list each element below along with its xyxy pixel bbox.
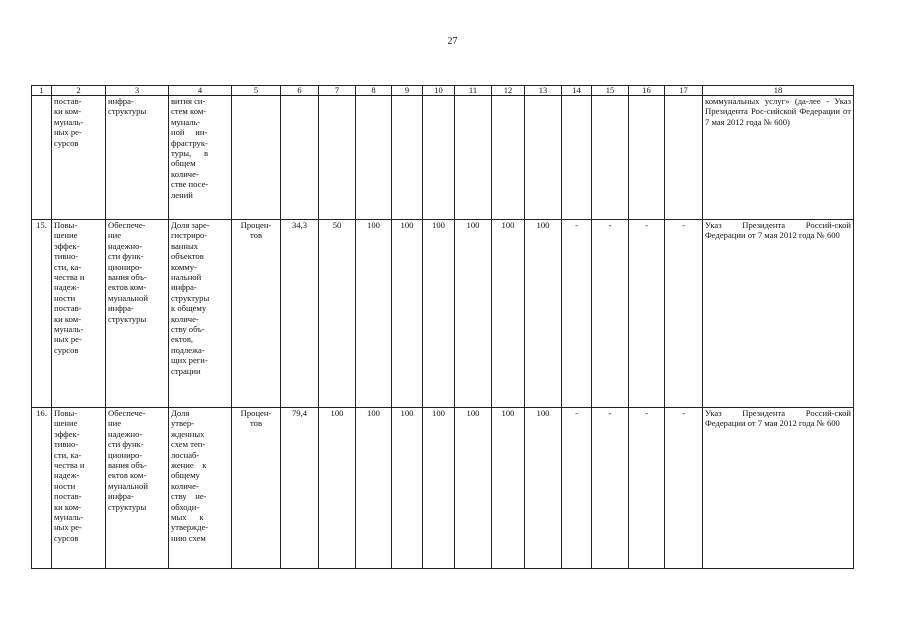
- value-cell: -: [592, 220, 629, 408]
- header-cell: 17: [665, 86, 703, 96]
- value-cell: [592, 96, 629, 220]
- header-cell: 12: [492, 86, 525, 96]
- value-cell: 79,4: [281, 408, 319, 569]
- value-cell: 100: [455, 220, 492, 408]
- header-cell: 8: [356, 86, 392, 96]
- value-cell: 100: [492, 220, 525, 408]
- indicator-cell: вития си- стем ком- муналь- ной ин- фраструк- туры, в общем количе- стве посе- лений: [169, 96, 232, 220]
- table-row: [32, 96, 854, 220]
- value-cell: -: [592, 408, 629, 569]
- header-cell: 18: [703, 86, 854, 96]
- value-cell: [562, 96, 592, 220]
- value-cell: [525, 96, 562, 220]
- value-cell: 34,3: [281, 220, 319, 408]
- value-cell: 100: [392, 220, 423, 408]
- value-cell: [629, 96, 665, 220]
- header-cell: 2: [52, 86, 106, 96]
- value-cell: -: [629, 408, 665, 569]
- task-cell: инфра- структуры: [106, 96, 169, 220]
- value-cell: -: [665, 220, 703, 408]
- header-cell: 10: [423, 86, 455, 96]
- goal-cell: Повы- шение эффек- тивно- сти, ка- чества и надеж- ности постав- ки ком- муналь- ных ре- сурсов: [52, 408, 106, 569]
- value-cell: 100: [392, 408, 423, 569]
- header-cell: 9: [392, 86, 423, 96]
- task-cell: Обеспече- ние надежно- сти функ- циониро- вания объ- ектов ком- мунальной инфра- структуры: [106, 220, 169, 408]
- header-cell: 15: [592, 86, 629, 96]
- table-row: [32, 408, 854, 569]
- value-cell: -: [562, 220, 592, 408]
- source-cell: Указ Президента Россий-ской Федерации от 7 мая 2012 года № 600: [703, 220, 854, 408]
- value-cell: -: [629, 220, 665, 408]
- header-cell: 5: [232, 86, 281, 96]
- header-cell: 3: [106, 86, 169, 96]
- value-cell: 100: [455, 408, 492, 569]
- indicator-cell: Доля заре- гистриро- ванных объектов комму- нальной инфра- структуры к общему количе- ству объ- ектов, подлежа- щих реги- страции: [169, 220, 232, 408]
- header-cell: 11: [455, 86, 492, 96]
- source-cell: Указ Президента Россий-ской Федерации от 7 мая 2012 года № 600: [703, 408, 854, 569]
- value-cell: [455, 96, 492, 220]
- header-cell: 13: [525, 86, 562, 96]
- header-cell: 16: [629, 86, 665, 96]
- unit-cell: [232, 96, 281, 220]
- row-number: 16.: [32, 408, 52, 569]
- value-cell: 100: [492, 408, 525, 569]
- value-cell: 100: [423, 220, 455, 408]
- table-row: [32, 220, 854, 408]
- task-cell: Обеспече- ние надежно- сти функ- циониро- вания объ- ектов ком- мунальной инфра- структуры: [106, 408, 169, 569]
- page-number: 27: [447, 36, 458, 47]
- goal-cell: постав- ки ком- муналь- ных ре- сурсов: [52, 96, 106, 220]
- unit-cell: Процен- тов: [232, 408, 281, 569]
- value-cell: 100: [423, 408, 455, 569]
- header-cell: 14: [562, 86, 592, 96]
- value-cell: 100: [525, 408, 562, 569]
- row-number: [32, 96, 52, 220]
- value-cell: [665, 96, 703, 220]
- goal-cell: Повы- шение эффек- тивно- сти, ка- чества и надеж- ности постав- ки ком- муналь- ных ре- сурсов: [52, 220, 106, 408]
- source-cell: коммунальных услуг» (да-лее - Указ Президента Рос-сийской Федерации от 7 мая 2012 года № 600): [703, 96, 854, 220]
- value-cell: 100: [319, 408, 356, 569]
- indicator-cell: Доля утвер- жденных схем теп- лоснаб- жение к общему количе- ству не- обходи- мых к утвержде- нию схем: [169, 408, 232, 569]
- indicators-table: [31, 85, 854, 569]
- header-cell: 6: [281, 86, 319, 96]
- header-cell: 4: [169, 86, 232, 96]
- unit-cell: Процен- тов: [232, 220, 281, 408]
- value-cell: [423, 96, 455, 220]
- header-row: [32, 86, 854, 96]
- value-cell: 50: [319, 220, 356, 408]
- value-cell: 100: [356, 408, 392, 569]
- header-cell: 7: [319, 86, 356, 96]
- value-cell: [319, 96, 356, 220]
- value-cell: [281, 96, 319, 220]
- header-cell: 1: [32, 86, 52, 96]
- value-cell: [492, 96, 525, 220]
- value-cell: [356, 96, 392, 220]
- row-number: 15.: [32, 220, 52, 408]
- value-cell: 100: [525, 220, 562, 408]
- value-cell: -: [665, 408, 703, 569]
- value-cell: 100: [356, 220, 392, 408]
- value-cell: -: [562, 408, 592, 569]
- value-cell: [392, 96, 423, 220]
